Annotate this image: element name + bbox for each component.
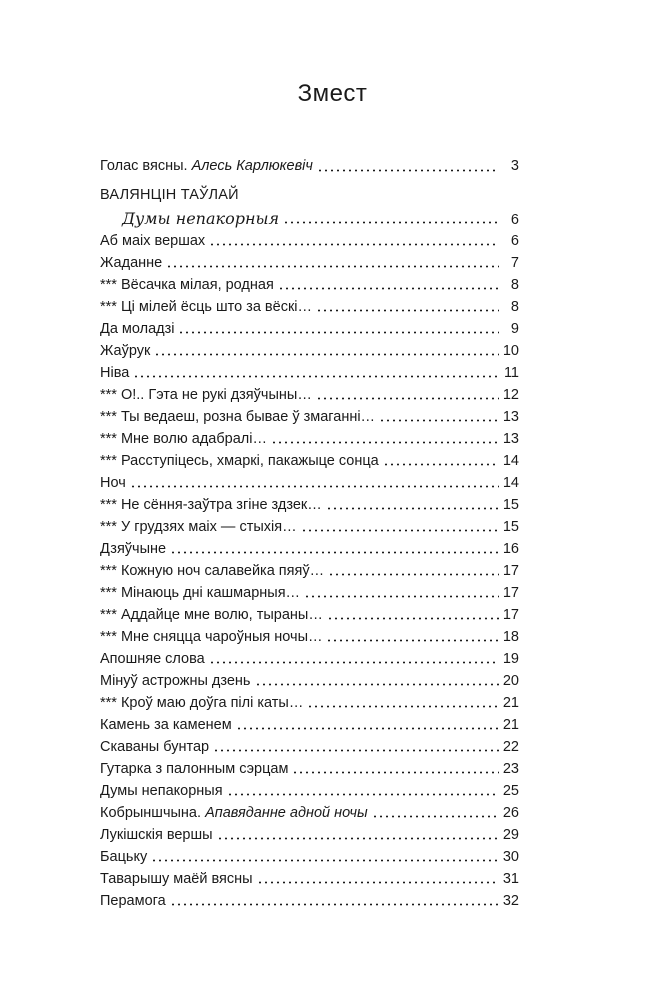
toc-entry-title [100,472,126,494]
toc-entry-title [100,494,322,516]
dot-leader [151,859,499,862]
toc-page-number: 10 [502,343,519,359]
dot-leader [271,441,499,444]
toc-entry-row[interactable] [100,714,519,736]
dot-leader [130,485,499,488]
toc-page-number: 16 [502,541,519,557]
toc-page-number: 6 [510,233,519,249]
toc-entry-row[interactable] [100,846,519,868]
toc-page-number: 21 [502,695,519,711]
toc-entry-text: Апошняе слова [100,651,205,667]
toc-page-number: 19 [502,651,519,667]
toc-page-number: 23 [502,761,519,777]
toc-entry-text: Дзяўчыне [100,541,167,557]
dot-leader [304,595,499,598]
toc-entry-text: Жаўрук [100,343,151,359]
toc-page-number: 17 [502,607,519,623]
toc-entry-text: *** Аддайце мне волю, тыраны… [100,607,323,623]
toc-page-number: 11 [503,365,519,381]
toc-entry-row[interactable] [100,890,519,912]
toc-entry-row[interactable] [100,274,519,296]
toc-entry-row[interactable] [100,252,519,274]
toc-entry-title [100,318,174,340]
table-of-contents [100,154,519,912]
toc-entry-title [100,714,232,736]
toc-entry-text: Перамога [100,893,166,909]
toc-entry-row[interactable] [100,296,519,318]
toc-entry-title [100,758,288,780]
toc-entry-row[interactable] [100,692,519,714]
toc-entry-text: Да моладзі [100,321,175,337]
toc-entry-text: Лукішскія вершы [100,827,213,843]
toc-entry-row[interactable] [100,648,519,670]
toc-page-number: 3 [510,158,519,174]
toc-entry-title [100,802,368,824]
toc-entry-text: *** Ты ведаеш, розна бывае ў змаганні… [100,409,376,425]
toc-entry-title [100,890,166,912]
dot-leader [178,331,499,334]
dot-leader [326,507,499,510]
dot-leader [283,221,499,224]
toc-page-number: 15 [502,519,519,535]
toc-entry-text: Думы непакорныя [122,209,280,228]
toc-entry-text: *** Расступіцесь, хмаркі, пакажыце сонца [100,453,379,469]
toc-entry-text: *** О!.. Гэта не рукі дзяўчыны… [100,387,312,403]
toc-entry-text: *** Мне сняцца чароўныя ночы… [100,629,323,645]
dot-leader [307,705,499,708]
toc-entry-title [100,780,223,802]
toc-entry-text: *** Крoў маю доўга пілі каты… [100,695,304,711]
toc-entry-text: Ноч [100,475,126,491]
toc-entry-row[interactable] [100,560,519,582]
toc-page-number: 6 [510,212,519,228]
intro-title: Голас вясны. [100,158,188,174]
toc-page-number: 14 [502,475,519,491]
dot-leader [328,573,499,576]
toc-entry-row[interactable] [100,802,519,824]
toc-entry-text: Думы непакорныя [100,783,223,799]
toc-entry-subtitle: Апавяданне адной ночы [205,805,368,821]
dot-leader [154,353,498,356]
toc-page-number: 18 [502,629,519,645]
toc-entry-row[interactable] [100,340,519,362]
toc-entry-text: Ніва [100,365,130,381]
toc-entry-row[interactable] [100,582,519,604]
page-title: Змест [297,80,368,107]
dot-leader [383,463,499,466]
toc-entry-row[interactable] [100,384,519,406]
toc-page-number: 17 [502,585,519,601]
toc-entry-row[interactable] [100,450,519,472]
toc-entry-title [100,868,253,890]
toc-entry-title [100,362,129,384]
toc-entry-text: Скаваны бунтар [100,739,210,755]
toc-entry-text: *** Не сёння-заўтра згіне здзек… [100,497,322,513]
toc-entry-title [100,648,205,670]
dot-leader [372,815,499,818]
dot-leader [301,529,499,532]
toc-entry-title [100,428,267,450]
dot-leader [170,903,499,906]
dot-leader [317,169,499,172]
toc-entry-row[interactable] [100,868,519,890]
toc-entry-row[interactable] [100,406,519,428]
toc-entry-title [100,538,166,560]
toc-entry-title [100,604,323,626]
dot-leader [170,551,499,554]
dot-leader [236,727,499,730]
toc-entry-title [100,208,279,230]
dot-leader [166,265,499,268]
toc-entry-row[interactable] [100,824,519,846]
dot-leader [255,683,499,686]
toc-entry-text: Аб маіх вершах [100,233,206,249]
toc-entry-text: Камень за каменем [100,717,232,733]
toc-page-number: 17 [502,563,519,579]
toc-entry-title [100,736,209,758]
toc-entry-text: Мінуў астрожны дзень [100,673,251,689]
dot-leader [133,375,499,378]
toc-entry-title [100,626,322,648]
toc-entry-text: Жаданне [100,255,163,271]
toc-page-number: 31 [502,871,519,887]
toc-page-number: 32 [502,893,519,909]
toc-page-number: 12 [502,387,519,403]
toc-entry-row[interactable] [100,758,519,780]
toc-page-number: 26 [502,805,519,821]
toc-entry-title [100,274,274,296]
dot-leader [379,419,499,422]
toc-entry-title [100,670,251,692]
toc-page-number: 8 [510,299,519,315]
dot-leader [217,837,499,840]
dot-leader [278,287,499,290]
toc-entry-row[interactable] [100,736,519,758]
toc-entry-title [100,692,303,714]
toc-page-number: 20 [502,673,519,689]
toc-entry-row[interactable] [100,494,519,516]
toc-page-number: 7 [510,255,519,271]
toc-entry-text: *** Мінаюць дні кашмарныя… [100,585,301,601]
toc-entry-row[interactable] [100,362,519,384]
toc-entry-title [100,406,375,428]
toc-page-number: 29 [502,827,519,843]
toc-entry-title [100,252,162,274]
dot-leader [326,639,498,642]
toc-page-number: 30 [502,849,519,865]
toc-entry-title [100,516,297,538]
intro-author: Алесь Карлюкевіч [191,158,313,174]
toc-entry-title [100,384,312,406]
toc-entry-text: *** У грудзях маіх — стыхія… [100,519,297,535]
toc-entry-text: Бацьку [100,849,148,865]
dot-leader [316,397,499,400]
toc-entry-text: Гутарка з палонным сэрцам [100,761,289,777]
dot-leader [316,309,499,312]
dot-leader [213,749,499,752]
dot-leader [209,243,499,246]
toc-page-number: 21 [502,717,519,733]
toc-entry-row[interactable] [100,670,519,692]
dot-leader [209,661,499,664]
toc-entry-row[interactable] [100,428,519,450]
toc-entry-text: *** Кожную ноч салавейка пяяў… [100,563,325,579]
toc-entry-title [100,846,147,868]
dot-leader [327,617,499,620]
dot-leader [227,793,499,796]
section-heading: ВАЛЯНЦІН ТАЎЛАЙ [100,187,239,203]
toc-intro-row[interactable] [100,154,519,178]
dot-leader [257,881,499,884]
toc-entry-row[interactable] [100,516,519,538]
toc-entry-row[interactable] [100,318,519,340]
toc-entry-title [100,560,324,582]
toc-entry-title [100,582,300,604]
toc-page-number: 25 [502,783,519,799]
toc-page-number: 15 [502,497,519,513]
toc-entry-title [100,450,379,472]
toc-entry-text: *** Мне волю адабралі… [100,431,267,447]
dot-leader [292,771,498,774]
toc-page-number: 13 [502,431,519,447]
toc-entry-row[interactable] [100,538,519,560]
toc-entry-title [100,340,150,362]
toc-entry-title [100,230,205,252]
toc-entry-text: Кобрыншчына. [100,805,202,821]
toc-entry-text: Таварышу маёй вясны [100,871,253,887]
toc-page-number: 22 [502,739,519,755]
toc-page-number: 9 [510,321,519,337]
toc-entry-title [100,154,313,178]
toc-entry-row[interactable] [100,208,519,230]
toc-entry-title [100,296,312,318]
toc-entry-row[interactable] [100,604,519,626]
toc-entry-text: *** Вёсачка мілая, родная [100,277,274,293]
toc-entry-row[interactable] [100,626,519,648]
toc-entry-row[interactable] [100,230,519,252]
toc-entries [100,208,519,912]
toc-entry-text: *** Ці мілей ёсць што за вёскі… [100,299,313,315]
toc-entry-row[interactable] [100,780,519,802]
toc-page-number: 13 [502,409,519,425]
toc-page-number: 8 [510,277,519,293]
toc-entry-title [100,824,213,846]
toc-entry-row[interactable] [100,472,519,494]
toc-page-number: 14 [502,453,519,469]
